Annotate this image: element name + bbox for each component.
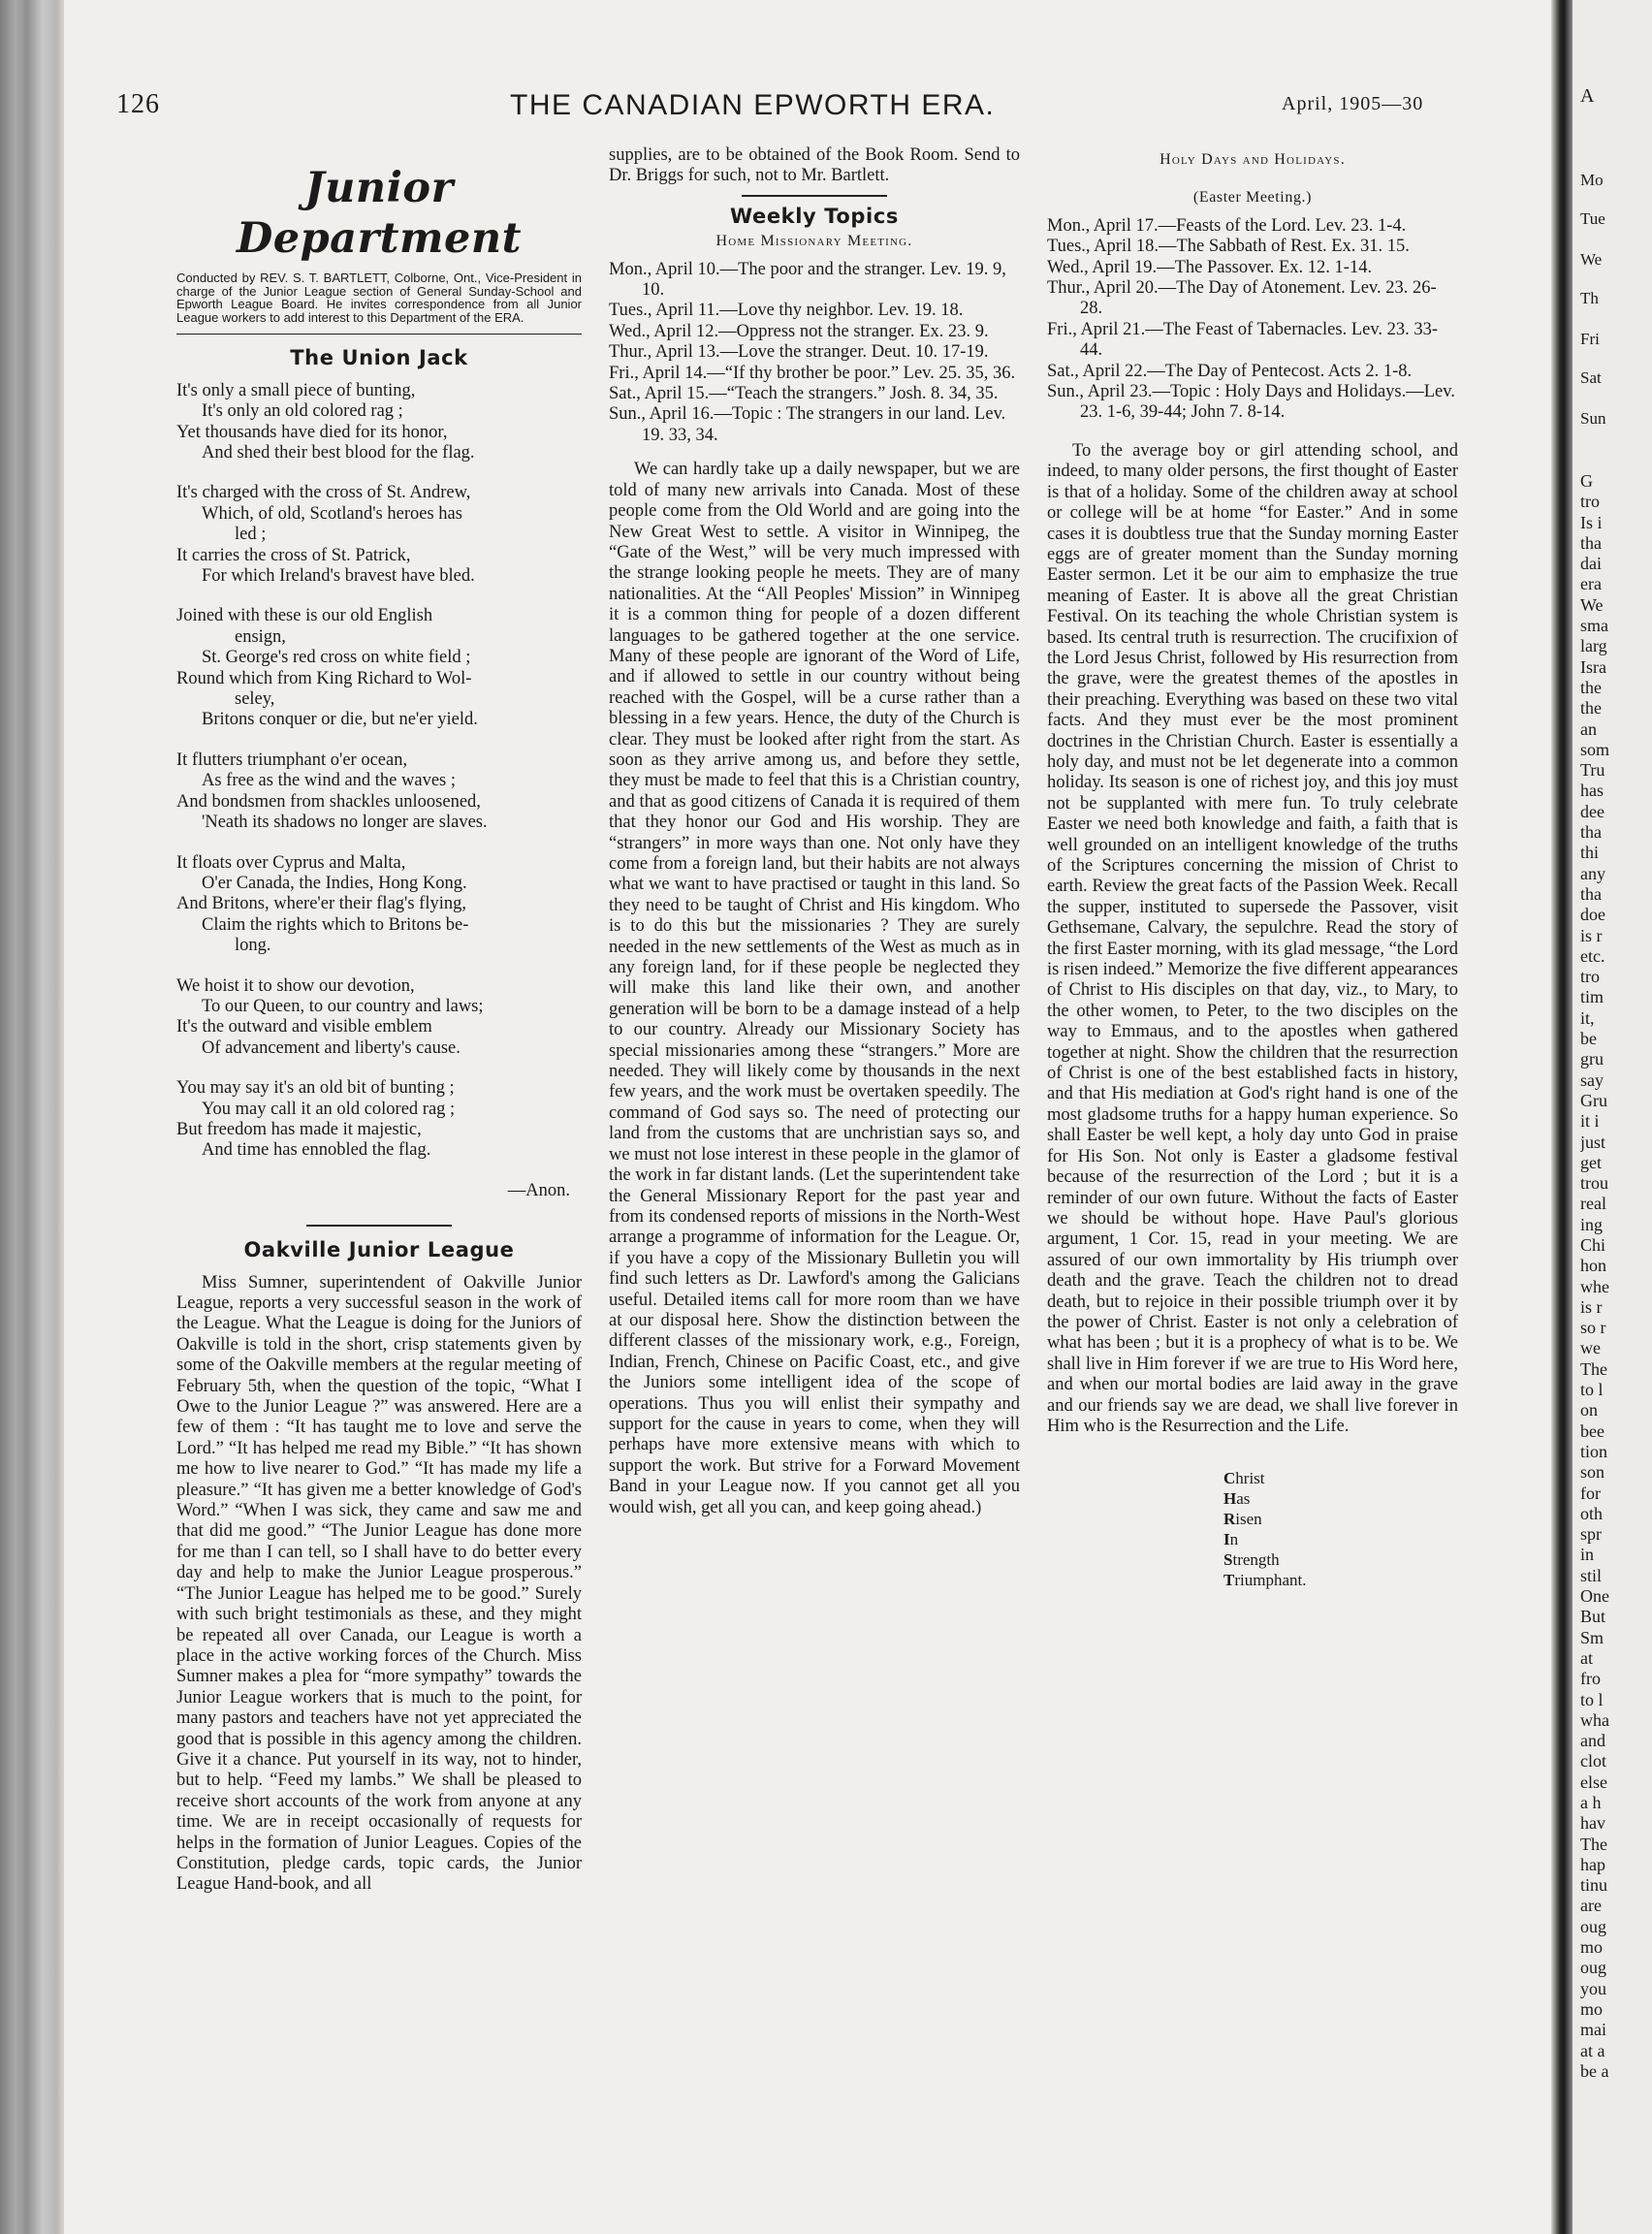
next-page-text-fragment: oug — [1580, 1916, 1606, 1936]
next-page-text-fragment: it, — [1580, 1007, 1595, 1028]
next-page-text-fragment: for — [1580, 1483, 1601, 1503]
next-page-text-fragment: so r — [1580, 1318, 1606, 1338]
next-page-text-fragment: mo — [1580, 1937, 1604, 1958]
acrostic-rest: n — [1229, 1530, 1239, 1549]
poem-line: O'er Canada, the Indies, Hong Kong. — [202, 873, 467, 893]
acrostic-rest: riumphant. — [1234, 1571, 1307, 1590]
topic-entry: Mon., April 17.—Feasts of the Lord. Lev. 23. 1-4. — [1047, 215, 1407, 236]
poem-author: —Anon. — [507, 1180, 570, 1200]
acrostic-rest: isen — [1235, 1510, 1262, 1529]
next-page-text-fragment: get — [1580, 1152, 1602, 1172]
topic-entry: Sun., April 16.—Topic : The strangers in our land. Lev. 19. 33, 34. — [609, 404, 1006, 445]
weekly-topics-title: Weekly Topics — [729, 204, 899, 228]
poem-stanza — [176, 606, 582, 730]
poem-line: It's only a small piece of bunting, — [176, 380, 416, 400]
next-page-text-fragment: the — [1580, 677, 1602, 697]
poem-line: It's charged with the cross of St. Andrew, — [176, 483, 471, 503]
next-page-text-fragment: tro — [1580, 492, 1600, 512]
next-page-text-fragment: it i — [1580, 1111, 1600, 1132]
next-page-text-fragment: real — [1580, 1194, 1606, 1214]
next-page-text-fragment: doe — [1580, 905, 1605, 925]
oakville-article: Miss Sumner, superintendent of Oakville Junior League, reports a very successful season in the work of the League. What the League is doing for the Juniors of Oakville is told in the short, crisp statements given by some of the Oakville members at the regular meeting of February 5th, when the question of the topic, “What I Owe to the Junior League ?” was answered. Here are a few of them : “It has taught me to love and serve the Lord.” “It has helped me read my Bible.” “It has shown me how to live nearer to God.” “It has made my life a pleasure.” “It has given me a better knowledge of God's Word.” “When I was sick, they came and saw me and that did me good.” “The Junior League has done more for me than I can tell, so I shall have to do better every day and help to make the Junior League prosperous.” “The Junior League has helped me to be good.” Surely with such bright testimonials as these, and they might be repeated all over Canada, our League is worth a place in the active working forces of the Church. Miss Sumner makes a plea for “more sympathy” towards the Junior League workers that is much to the point, for many pastors and teachers have not yet appreciated the good that is possible in this agency among the children. Give it a chance. Put yourself in its way, not to hinder, but to help. “Feed my lambs.” We shall be pleased to receive short accounts of the work from anyone at any time. We are in receipt occasionally of requests for helps in the formation of Junior Leagues. Copies of the Constitution, pledge cards, topic cards, the Junior League Hand-book, and all — [176, 1272, 582, 1895]
easter-meeting-subtitle: (Easter Meeting.) — [1192, 189, 1313, 207]
acrostic-line — [1223, 1570, 1458, 1590]
poem-line: It's the outward and visible emblem — [176, 1017, 432, 1037]
next-page-text-fragment: som — [1580, 739, 1610, 759]
next-page-text-fragment: bee — [1580, 1420, 1604, 1441]
next-page-text-fragment: in — [1580, 1545, 1595, 1565]
next-page-text-fragment: a h — [1580, 1793, 1602, 1812]
poem-line: 'Neath its shadows no longer are slaves. — [202, 813, 488, 833]
next-page-day-fragment: Fri — [1580, 330, 1600, 348]
next-page-text-fragment: gru — [1580, 1049, 1604, 1069]
next-page-text-fragment: mo — [1580, 1998, 1604, 2019]
next-page-text-fragment: Sm — [1580, 1627, 1604, 1647]
poem-line: Of advancement and liberty's cause. — [202, 1037, 461, 1058]
column-1 — [176, 163, 582, 1896]
next-page-text-fragment: dee — [1580, 801, 1604, 821]
next-page-text-fragment: has — [1580, 781, 1604, 801]
section-divider — [176, 334, 582, 335]
next-page-day-fragment: Mo — [1580, 171, 1604, 189]
topic-entry: Fri., April 14.—“If thy brother be poor.” Lev. 25. 35, 36. — [609, 363, 1016, 383]
poem-line: Which, of old, Scotland's heroes has — [202, 503, 462, 524]
next-page-text-fragment: trou — [1580, 1173, 1608, 1194]
oakville-title: Oakville Junior League — [243, 1238, 515, 1262]
next-page-fragment — [1573, 0, 1652, 2234]
next-page-text-fragment: thi — [1580, 843, 1600, 863]
poem-line: As free as the wind and the waves ; — [202, 771, 456, 791]
missionary-article: We can hardly take up a daily newspaper, but we are told of many new arrivals into Canada. Most of these people come from the Old World and are going into the New Great West to settle. A visitor in Winnipeg, the “Gate of the West,” will be very much impressed with the strange looking people he meets. They are of many nationalities. At the “All Peoples' Mission” in Winnipeg it is a common thing for people of a dozen different languages to be gathered together at the one service. Many of these people are ignorant of the Word of Life, and if allowed to settle in our country without being reached with the Gospel, will be a curse rather than a blessing in a few years. Hence, the duty of the Church is clear. They must be looked after right from the start. As soon as they arrive among us, and before they settle, they must be made to feel that this is a Christian country, and that as good citizens of Canada it is required of them that they honor our God and His worship. They are “strangers” in more ways than one. Not only have they come from a foreign land, but their habits are not always what we want to have practised or taught in this land. So they need to be taught of Christ and His kingdom. Who is to do this but the missionaries ? They are surely needed in the new settlements of the West as much as in any foreign land, for if these people be neglected they will make this land like their own, and another generation will be born to be a damage instead of a help to our country. Already our Missionary Society has special missionaries among these “strangers.” More are needed. They will likely come by thousands in the next few years, and the work must be overtaken speedily. The command of God says so. The need of protecting our land from the customs that are unchristian says so, and we must not lose interest in these people in the glamor of the work in far distant lands. (Let the superintendent take the General Missionary Report for the past year and from its condensed reports of missions in the North-West arrange a programme of information for the League. Or, if you have a copy of the Missionary Bulletin you will find such letters as Dr. Lawford's among the Galicians useful. Detailed items call for more room than we have at our disposal here. Show the distinction between the different classes of the missionary work, e.g., Foreign, Indian, French, Chinese on Pacific Coast, etc., and give the Juniors some intelligent idea of the scope of operations. Thus you will enlist their sympathy and support for the cause in years to come, when they will perhaps have more extensive means with which to support the work. But strive for a Forward Movement Band in your League now. If you cannot get all you would wish, get all you can, and keep going ahead.) — [609, 460, 1020, 1517]
department-editor-note: Conducted by REV. S. T. BARTLETT, Colborne, Ont., Vice-President in charge of the Junior League section of General Sunday-School and Epworth League Board. He invites correspondence from all Junior League workers to add interest to this Department of the ERA. — [176, 271, 582, 325]
next-page-header: A — [1580, 85, 1595, 107]
acrostic-rest: hrist — [1235, 1469, 1265, 1488]
next-page-text-fragment: is r — [1580, 925, 1603, 945]
next-page-text-fragment: to l — [1580, 1689, 1604, 1709]
acrostic-rest: trength — [1232, 1550, 1280, 1570]
publication-title: THE CANADIAN EPWORTH ERA. — [510, 89, 996, 121]
next-page-text-fragment: any — [1580, 863, 1605, 883]
acrostic-initial: T — [1223, 1571, 1235, 1590]
next-page-text-fragment: is r — [1580, 1296, 1603, 1317]
poem-line: ensign, — [235, 626, 286, 647]
next-page-text-fragment: The — [1580, 1834, 1607, 1854]
next-page-text-fragment: fro — [1580, 1669, 1601, 1689]
poem-line: But freedom has made it majestic, — [176, 1119, 422, 1139]
acrostic-initial: S — [1223, 1550, 1233, 1570]
next-page-text-fragment: But — [1580, 1607, 1606, 1627]
next-page-text-fragment: tha — [1580, 822, 1602, 843]
next-page-text-fragment: an — [1580, 718, 1597, 739]
poem-line: long. — [235, 936, 271, 956]
issue-date: April, 1905—30 — [1282, 93, 1424, 114]
next-page-text — [1580, 471, 1652, 2082]
next-page-text-fragment: say — [1580, 1069, 1604, 1090]
acrostic-initial: H — [1223, 1489, 1237, 1509]
next-page-text-fragment: are — [1580, 1896, 1602, 1916]
acrostic-line — [1223, 1509, 1458, 1529]
poem-line: For which Ireland's bravest have bled. — [202, 566, 475, 587]
next-page-day-fragment: Sun — [1580, 409, 1606, 428]
poem-line: And shed their best blood for the flag. — [202, 443, 475, 463]
next-page-text-fragment: whe — [1580, 1276, 1609, 1296]
next-page-text-fragment: larg — [1580, 636, 1607, 656]
next-page-day-fragment: Th — [1580, 289, 1599, 307]
next-page-text-fragment: clot — [1580, 1751, 1606, 1771]
weekly-topics-list — [609, 260, 1020, 447]
next-page-text-fragment: We — [1580, 594, 1604, 615]
acrostic-line — [1223, 1529, 1458, 1549]
next-page-text-fragment: just — [1580, 1132, 1606, 1152]
poem-line: Yet thousands have died for its honor, — [176, 422, 448, 442]
section-divider — [742, 195, 887, 197]
next-page-text-fragment: else — [1580, 1771, 1607, 1792]
acrostic-line — [1223, 1549, 1458, 1570]
next-page-text-fragment: hon — [1580, 1256, 1606, 1276]
next-page-text-fragment: tinu — [1580, 1875, 1608, 1896]
easter-topics-list — [1047, 216, 1458, 424]
poem-line: And time has ennobled the flag. — [202, 1140, 431, 1161]
next-page-text-fragment: we — [1580, 1338, 1601, 1358]
poem-line: We hoist it to show our devotion, — [176, 975, 415, 996]
topic-entry: Thur., April 13.—Love the stranger. Deut. 10. 17-19. — [609, 342, 989, 363]
next-page-text-fragment: mai — [1580, 2020, 1606, 2040]
next-page-text-fragment: and — [1580, 1731, 1605, 1751]
poem-line: St. George's red cross on white field ; — [202, 648, 471, 668]
next-page-text-fragment: ing — [1580, 1214, 1604, 1234]
poem-stanza — [176, 381, 582, 464]
poem-line: To our Queen, to our country and laws; — [202, 996, 484, 1016]
next-page-text-fragment: the — [1580, 698, 1602, 718]
next-page-text-fragment: spr — [1580, 1524, 1602, 1545]
next-page-text-fragment: at a — [1580, 2040, 1605, 2060]
next-page-text-fragment: oug — [1580, 1958, 1606, 1978]
poem-line: It floats over Cyprus and Malta, — [176, 852, 406, 873]
column-2 — [609, 145, 1020, 1518]
continued-text: supplies, are to be obtained of the Book Room. Send to Dr. Briggs for such, not to Mr. Bartlett. — [609, 145, 1020, 186]
poem-line: Claim the rights which to Britons be- — [202, 914, 469, 935]
acrostic-initial: I — [1223, 1530, 1230, 1549]
topic-entry: Wed., April 19.—The Passover. Ex. 12. 1-14. — [1047, 257, 1373, 277]
next-page-day-fragment: Sat — [1580, 368, 1602, 387]
next-page-text-fragment: tim — [1580, 987, 1604, 1007]
home-missionary-subtitle: Home Missionary Meeting. — [715, 233, 913, 250]
topic-entry: Sat., April 22.—The Day of Pentecost. Acts 2. 1-8. — [1047, 361, 1413, 381]
poem-stanza — [176, 483, 582, 587]
next-page-day-fragment: Tue — [1580, 209, 1605, 228]
poem-line: Round which from King Richard to Wol- — [176, 668, 472, 688]
poem-line: You may call it an old colored rag ; — [202, 1099, 456, 1119]
next-page-text-fragment: oth — [1580, 1503, 1604, 1523]
section-divider — [306, 1225, 452, 1227]
holy-days-title: Holy Days and Holidays. — [1160, 151, 1346, 168]
next-page-text-fragment: at — [1580, 1647, 1593, 1668]
next-page-text-fragment: to l — [1580, 1380, 1604, 1400]
acrostic-rest: as — [1236, 1489, 1251, 1509]
poem-line: led ; — [235, 525, 267, 545]
topic-entry: Mon., April 10.—The poor and the stranger. Lev. 19. 9, 10. — [609, 259, 1006, 301]
next-page-text-fragment: be a — [1580, 2060, 1609, 2081]
next-page-text-fragment: era — [1580, 574, 1602, 594]
book-gutter — [1551, 0, 1573, 2234]
next-page-text-fragment: One — [1580, 1586, 1609, 1607]
next-page-text-fragment: Gru — [1580, 1090, 1607, 1110]
easter-article: To the average boy or girl attending school, and indeed, to many older persons, the first thought of Easter is that of a holiday. Some of the children away at school or college will be at home “for Easter.” And in some cases it is doubtless true that the Sunday morning Easter eggs are of greater moment than the Sunday morning Easter sermon. Let it be our aim to emphasize the true meaning of Easter. It is above all the great Christian Festival. On its teaching the whole Christian system is based. Its central truth is resurrection. The crucifixion of the Lord Jesus Christ, followed by His resurrection from the grave, were the greatest themes of the apostles in their preaching. Everything was based on these two vital facts. And they must ever be the most prominent doctrines in the Christian Church. Easter is essentially a holy day, and must not be let degenerate into a common holiday. Its season is one of richest joy, and this joy must not be supplanted with mere fun. To truly celebrate Easter we need both knowledge and faith, a faith that is well grounded on an intelligent knowledge of the truths of the Scriptures concerning the mission of Christ to earth. Review the great facts of the Passion Week. Recall the supper, instituted to supersede the Passover, visit Gethsemane, Calvary, the sepulchre. Read the story of the first Easter morning, with its glad message, “the Lord is risen indeed.” Memorize the five different appearances of Christ to His disciples on that day, viz., to Mary, to the other women, to Peter, to the two disciples on the way to Emmaus, and to the apostles when gathered together at night. Show the children that the resurrection of Christ is one of the best established facts in history, and that His mediation at God's right hand is one of the most gladsome truths for a happy human experience. So shall Easter be well kept, a holy day unto God in praise for His Son. Not only is Easter a gladsome festival because of the resurrection of the Lord ; but it is a reminder of our own future. Without the facts of Easter we should be without hope. Have Paul's glorious argument, 1 Cor. 15, read in your meeting. We are assured of our own immortality by His triumph over death and the grave. Teach the children not to dread death, but to rejoice in their possible triumph over it by the power of Christ. Easter is not only a celebration of what has been ; but it is a prophecy of what is to be. We shall live in Him forever if we are true to His Word here, and when our mortal bodies are laid away in the grave and our friends say we are dead, we shall live forever in Him who is the Resurrection and the Life. — [1047, 440, 1458, 1436]
acrostic-initial: R — [1223, 1510, 1236, 1529]
column-3 — [1047, 145, 1458, 1590]
acrostic-line — [1223, 1488, 1458, 1509]
poem-stanza — [176, 976, 582, 1060]
next-page-text-fragment: Tru — [1580, 760, 1605, 781]
poem-line: Joined with these is our old English — [176, 606, 433, 626]
poem-title: The Union Jack — [290, 346, 468, 370]
next-page-text-fragment: hap — [1580, 1854, 1605, 1874]
next-page-text-fragment: on — [1580, 1400, 1598, 1420]
book-binding — [0, 0, 64, 2234]
next-page-text-fragment: Is i — [1580, 512, 1603, 532]
acrostic-initial: C — [1223, 1469, 1236, 1488]
next-page-day-fragment: We — [1580, 250, 1603, 269]
next-page-text-fragment: wha — [1580, 1709, 1609, 1730]
christ-acrostic — [1223, 1468, 1458, 1590]
next-page-text-fragment: tha — [1580, 883, 1602, 904]
next-page-text-fragment: you — [1580, 1978, 1606, 1998]
next-page-text-fragment: son — [1580, 1462, 1605, 1483]
next-page-text-fragment: The — [1580, 1358, 1607, 1379]
next-page-text-fragment: dai — [1580, 554, 1602, 574]
poem-line: seley, — [235, 689, 275, 710]
next-page-text-fragment: hav — [1580, 1813, 1605, 1834]
topic-entry: Tues., April 18.—The Sabbath of Rest. Ex. 31. 15. — [1047, 237, 1410, 257]
topic-entry: Fri., April 21.—The Feast of Tabernacles. Lev. 23. 33-44. — [1047, 319, 1439, 361]
topic-entry: Wed., April 12.—Oppress not the stranger. Ex. 23. 9. — [609, 321, 989, 341]
poem-line: It carries the cross of St. Patrick, — [176, 545, 411, 565]
next-page-text-fragment: stil — [1580, 1565, 1603, 1585]
poem-stanza — [176, 853, 582, 957]
poem-stanza — [176, 750, 582, 834]
next-page-text-fragment: etc. — [1580, 945, 1605, 966]
next-page-text-fragment: Chi — [1580, 1234, 1606, 1255]
poem-line: And Britons, where'er their flag's flying, — [176, 894, 466, 914]
next-page-text-fragment: tro — [1580, 967, 1600, 987]
topic-entry: Sat., April 15.—“Teach the strangers.” Josh. 8. 34, 35. — [609, 384, 999, 404]
page-number: 126 — [116, 89, 160, 119]
acrostic-line — [1223, 1468, 1458, 1488]
next-page-text-fragment: G — [1580, 471, 1593, 491]
next-page-text-fragment: tha — [1580, 532, 1602, 553]
poem-union-jack — [176, 381, 582, 1162]
poem-line: It flutters triumphant o'er ocean, — [176, 750, 408, 770]
poem-line: It's only an old colored rag ; — [202, 401, 403, 422]
junior-department-title: Junior Department — [236, 164, 523, 263]
topic-entry: Tues., April 11.—Love thy neighbor. Lev. 19. 18. — [609, 301, 964, 321]
next-page-text-fragment: sma — [1580, 616, 1608, 636]
poem-line: Britons conquer or die, but ne'er yield. — [202, 710, 478, 730]
poem-line: And bondsmen from shackles unloosened, — [176, 791, 481, 812]
topic-entry: Thur., April 20.—The Day of Atonement. Lev. 23. 26-28. — [1047, 278, 1437, 319]
next-page-text-fragment: Isra — [1580, 656, 1606, 677]
poem-stanza — [176, 1078, 582, 1162]
next-page-text-fragment: tion — [1580, 1441, 1608, 1461]
topic-entry: Sun., April 23.—Topic : Holy Days and Holidays.—Lev. 23. 1-6, 39-44; John 7. 8-14. — [1047, 382, 1455, 423]
poem-line: You may say it's an old bit of bunting ; — [176, 1078, 455, 1099]
next-page-text-fragment: be — [1580, 1029, 1597, 1049]
